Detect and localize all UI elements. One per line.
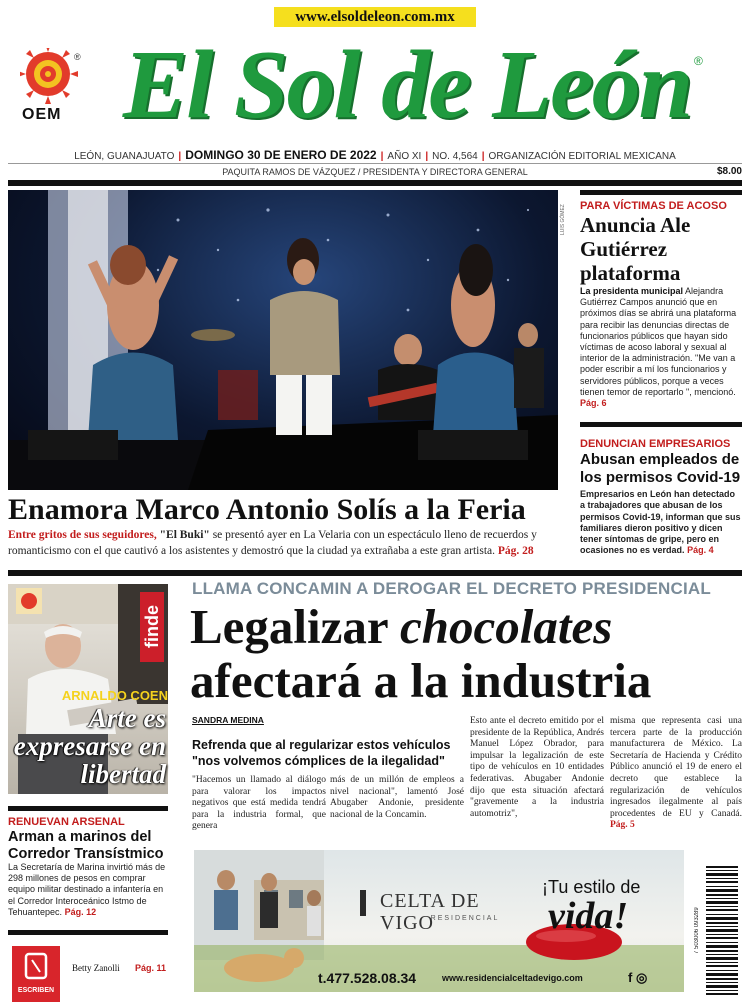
left-column-rule-2 <box>8 930 168 935</box>
columnist-name[interactable]: Betty Zanolli <box>72 963 120 973</box>
story-page-marinos[interactable]: Pág. 12 <box>64 906 97 917</box>
ad-phone[interactable]: t.477.528.08.34 <box>318 970 417 986</box>
escriben-label: ESCRIBEN <box>17 987 55 994</box>
right-column-rule-2 <box>580 422 742 427</box>
price: $8.00 <box>716 166 742 177</box>
main-lede-nickname: "El Buki" <box>159 529 210 541</box>
top-rule <box>8 180 742 186</box>
lead-column-2: más de un millón de empleos a nivel nacional", lamentó José Abugaber Andonie, presidente nacional de la Concamin. <box>330 775 464 820</box>
registered-mark: ® <box>694 54 703 68</box>
story-body-marinos-text: La Secretaría de Marina invirtió más de 298 millones de pesos en comprar equipo militar destinado a infantería en el Corredor Interoceánico Istmo de Tehuantepec. <box>8 862 166 917</box>
ad-tagline-line-2: vida! <box>548 895 629 937</box>
website-url[interactable]: www.elsoldeleon.com.mx <box>274 7 476 27</box>
main-headline[interactable]: Enamora Marco Antonio Solís a la Feria <box>8 493 526 526</box>
lead-kicker: LLAMA CONCAMIN A DEROGAR EL DECRETO PRESIDENCIAL <box>192 579 711 598</box>
dateline-organization: ORGANIZACIÓN EDITORIAL MEXICANA <box>488 151 676 162</box>
lead-column-4-text: misma que representa casi una tercera parte de la producción manufacturera de México. La Secretaría de Hacienda y Crédito Público anunció el 19 de enero el decreto que establece la regularización de vehículos ingresados ilegalmente al país procedentes de EU y Canadá. <box>610 716 742 819</box>
feature-quote[interactable]: Arte es expresarse en libertad <box>13 703 166 789</box>
byline: SANDRA MEDINA <box>192 715 264 725</box>
ad-brand: CELTA DE VIGO <box>380 890 480 934</box>
ad-website[interactable]: www.residencialceltadevigo.com <box>442 973 583 983</box>
lead-headline-part-2: chocolates <box>400 599 613 654</box>
lead-headline-part-3: afectará a la industria <box>190 653 652 708</box>
middle-rule <box>8 570 742 576</box>
story-body-acoso <box>580 286 742 420</box>
lead-subhead: Refrenda que al regularizar estos vehículos "nos volvemos cómplices de la ilegalidad" <box>192 738 451 768</box>
dateline-city: LEÓN, GUANAJUATO <box>74 151 175 162</box>
feature-name: ARNALDO COEN <box>61 688 168 703</box>
lead-column-3: Esto ante el decreto emitido por el presidente de la República, Andrés Manuel López Obrador, para impulsar la legalización de este tipo de vehículos en 10 entidades federativas. Abugaber Andonie dijo que esta situación afectará "gravemente a la industria automotriz", <box>470 716 604 819</box>
dateline-date: DOMINGO 30 DE ENERO DE 2022 <box>185 148 377 162</box>
masthead-title: El Sol de León <box>122 31 692 139</box>
story-kicker-arsenal: RENUEVAN ARSENAL <box>8 816 125 828</box>
photo-credit: LUIS GÓMEZ <box>560 204 566 235</box>
story-body-marinos <box>8 862 168 922</box>
main-lede-text: se presentó ayer en La Velaria con un espectáculo lleno de recuerdos y romanticismo con el que cautivó a los asistentes y demostró que la ciudad ya extrañaba a este gran artista. <box>8 529 537 557</box>
columnist-page[interactable]: Pág. 11 <box>134 963 166 973</box>
lead-page[interactable]: Pág. 5 <box>610 820 635 831</box>
barcode-number: 7 503006 093289 <box>694 907 700 955</box>
finde-tag: finde <box>140 592 164 662</box>
svg-text:®: ® <box>74 52 81 62</box>
main-lede-page[interactable]: Pág. 28 <box>497 545 534 557</box>
lead-headline-part-1: Legalizar <box>190 599 388 654</box>
ad-tagline-line-1: ¡Tu estilo de <box>542 877 641 897</box>
story-page-acoso[interactable]: Pág. 6 <box>580 398 607 409</box>
lead-column-1: "Hacemos un llamado al diálogo para valorar los impactos negativos que está medida tendrá para la industria formal, que genera <box>192 775 326 832</box>
lead-column-4 <box>610 716 742 831</box>
story-kicker-empresarios: DENUNCIAN EMPRESARIOS <box>580 438 731 450</box>
story-headline-acoso[interactable]: Anuncia Ale Gutiérrez plataforma <box>580 213 691 285</box>
main-lede-intro: Entre gritos de sus seguidores, <box>8 529 157 541</box>
main-lede <box>8 527 568 559</box>
story-page-covid[interactable]: Pág. 4 <box>687 545 714 556</box>
story-body-acoso-lead: La presidenta municipal <box>580 286 684 296</box>
concert-photo[interactable] <box>8 190 558 490</box>
ad-social-icons[interactable]: f ◎ <box>628 970 648 985</box>
oem-label: OEM <box>22 106 62 123</box>
dateline-number: NO. 4,564 <box>432 151 478 162</box>
story-headline-marinos[interactable]: Arman a marinos del Corredor Transístmico <box>8 829 164 862</box>
story-body-covid-text: Empresarios en León han detectado a trabajadores que abusan de los permisos Covid-19, informan que sus familiares dieron positivo y dicen tener síntomas de gripe, pero en ocasiones no es verdad. <box>580 489 741 556</box>
story-headline-covid[interactable]: Abusan empleados de los permisos Covid-19 <box>580 451 741 486</box>
dateline-year: AÑO XI <box>387 151 422 162</box>
left-column-rule <box>8 806 168 811</box>
story-body-covid <box>580 489 742 559</box>
director-line: PAQUITA RAMOS DE VÁZQUEZ / PRESIDENTA Y DIRECTORA GENERAL <box>222 167 528 177</box>
lead-headline[interactable] <box>190 600 742 710</box>
right-column-rule <box>580 190 742 195</box>
story-kicker-acoso: PARA VÍCTIMAS DE ACOSO <box>580 200 727 212</box>
dateline: LEÓN, GUANAJUATO | DOMINGO 30 DE ENERO DE 2022 | AÑO XI | NO. 4,564 | ORGANIZACIÓN EDITORIAL MEXICANA <box>8 148 742 164</box>
ad-brand-sub: RESIDENCIAL <box>430 915 500 922</box>
story-body-acoso-text: Alejandra Gutiérrez Campos anunció que en próximos días se abrirá una plataforma para recibir las denuncias directas de funcionarios públicos que hayan sido víctimas de acoso laboral y sexual al interior de la administración. "Me van a poder escribir a mí los funcionarios y servidores públicos, porque a veces tienen temor de reportarlo ", mencionó. <box>580 286 737 397</box>
